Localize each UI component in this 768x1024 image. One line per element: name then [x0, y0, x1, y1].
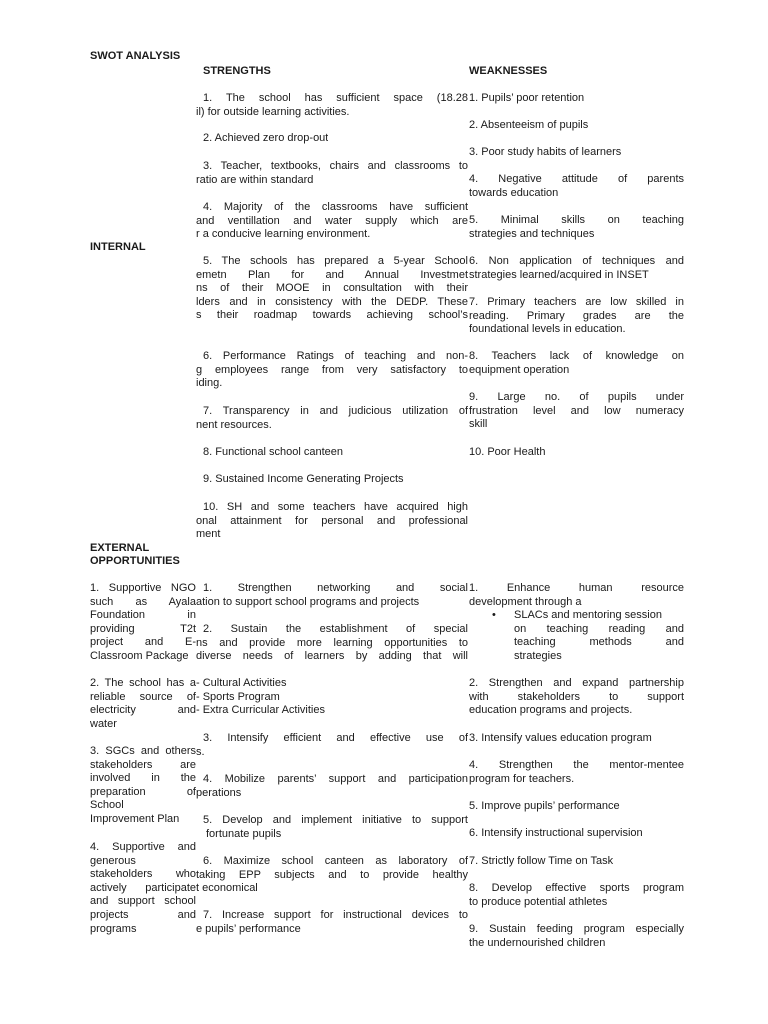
wo-strategy-3: 3. Intensify values education program	[469, 732, 652, 744]
internal-label: INTERNAL	[90, 241, 146, 253]
so-strategy-6: 6. Maximize school canteen as laboratory of taking EPP subjects and to provide healthy t economical	[196, 855, 468, 895]
weakness-item-4: 4. Negative attitude of parents towards education	[469, 173, 684, 199]
weaknesses-header: WEAKNESSES	[469, 65, 548, 77]
weakness-item-1: 1. Pupils’ poor retention	[469, 92, 585, 104]
weakness-item-2: 2. Absenteeism of pupils	[469, 119, 589, 131]
opportunity-item-1: 1. Supportive NGO such as Ayala Foundation in providing T2t project and E- Classroom Package	[90, 582, 196, 662]
strength-item-3: 3. Teacher, textbooks, chairs and classrooms to ratio are within standard	[196, 160, 468, 186]
wo-strategy-6: 6. Intensify instructional supervision	[469, 827, 643, 839]
strength-item-2: 2. Achieved zero drop-out	[203, 132, 329, 144]
wo-strategy-5: 5. Improve pupils’ performance	[469, 800, 620, 812]
strength-item-4: 4. Majority of the classrooms have sufficient and ventillation and water supply which are r a conducive learning environment.	[196, 201, 468, 241]
so-strategy-2-activities: - Cultural Activities - Sports Program - Extra Curricular Activities	[196, 677, 325, 717]
wo-strategy-2: 2. Strengthen and expand partnership with stakeholders to support education programs and projects.	[469, 677, 684, 717]
weakness-item-6: 6. Non application of techniques and strategies learned/acquired in INSET	[469, 255, 684, 281]
so-strategy-3: 3. Intensify efficient and effective use of s.	[196, 732, 468, 758]
so-strategy-5: 5. Develop and implement initiative to support fortunate pupils	[203, 814, 468, 840]
weakness-item-9: 9. Large no. of pupils under frustration level and low numeracy skill	[469, 391, 684, 431]
weakness-item-10: 10. Poor Health	[469, 446, 546, 458]
opportunity-item-3: 3. SGCs and others stakeholders are involved in the preparation of School Improvement Plan	[90, 745, 196, 825]
wo-strategy-9: 9. Sustain feeding program especially the undernourished children	[469, 923, 684, 949]
strength-item-9: 9. Sustained Income Generating Projects	[203, 473, 404, 485]
wo-strategy-8: 8. Develop effective sports program to produce potential athletes	[469, 882, 684, 908]
external-label: EXTERNAL	[90, 542, 150, 554]
weakness-item-5: 5. Minimal skills on teaching strategies and techniques	[469, 214, 684, 240]
opportunity-item-2: 2. The school has a reliable source of electricity and water	[90, 677, 196, 730]
weakness-item-7: 7. Primary teachers are low skilled in reading. Primary grades are the foundational levels in education.	[469, 296, 684, 336]
strength-item-10: 10. SH and some teachers have acquired high onal attainment for personal and professional ment	[196, 501, 468, 541]
so-strategy-4: 4. Mobilize parents’ support and participation perations	[196, 773, 468, 799]
so-strategy-1: 1. Strengthen networking and social ation to support school programs and projects	[196, 582, 468, 608]
strengths-header: STRENGTHS	[203, 65, 271, 77]
wo-strategy-1: 1. Enhance human resource development through a	[469, 582, 684, 608]
strength-item-8: 8. Functional school canteen	[203, 446, 344, 458]
opportunities-label: OPPORTUNITIES	[90, 555, 180, 567]
weakness-item-8: 8. Teachers lack of knowledge on equipment operation	[469, 350, 684, 376]
wo-strategy-7: 7. Strictly follow Time on Task	[469, 855, 614, 867]
document-title: SWOT ANALYSIS	[90, 50, 181, 62]
strength-item-6: 6. Performance Ratings of teaching and non- g employees range from very satisfactory to iding.	[196, 350, 468, 390]
strength-item-5: 5. The schools has prepared a 5-year School emetn Plan for and Annual Investmet ns of their MOOE in consultation with their lders and in consistency with the DEDP. These s their roadmap towards achieving school’s	[196, 255, 468, 322]
so-strategy-7: 7. Increase support for instructional devices to e pupils’ performance	[196, 909, 468, 935]
wo-strategy-4: 4. Strengthen the mentor-mentee program for teachers.	[469, 759, 684, 785]
wo-strategy-1-bullet: SLACs and mentoring session on teaching reading and teaching methods and strategies	[514, 609, 684, 662]
weakness-item-3: 3. Poor study habits of learners	[469, 146, 622, 158]
bullet-icon: •	[492, 609, 496, 621]
so-strategy-2: 2. Sustain the establishment of special ns and provide more learning opportunities to diverse needs of learners by adding that will	[196, 623, 468, 663]
strength-item-7: 7. Transparency in and judicious utilization of nent resources.	[196, 405, 468, 431]
strength-item-1: 1. The school has sufficient space (18.28 il) for outside learning activities.	[196, 92, 468, 118]
opportunity-item-4: 4. Supportive and generous stakeholders who actively participate and support school projects and programs	[90, 841, 196, 935]
